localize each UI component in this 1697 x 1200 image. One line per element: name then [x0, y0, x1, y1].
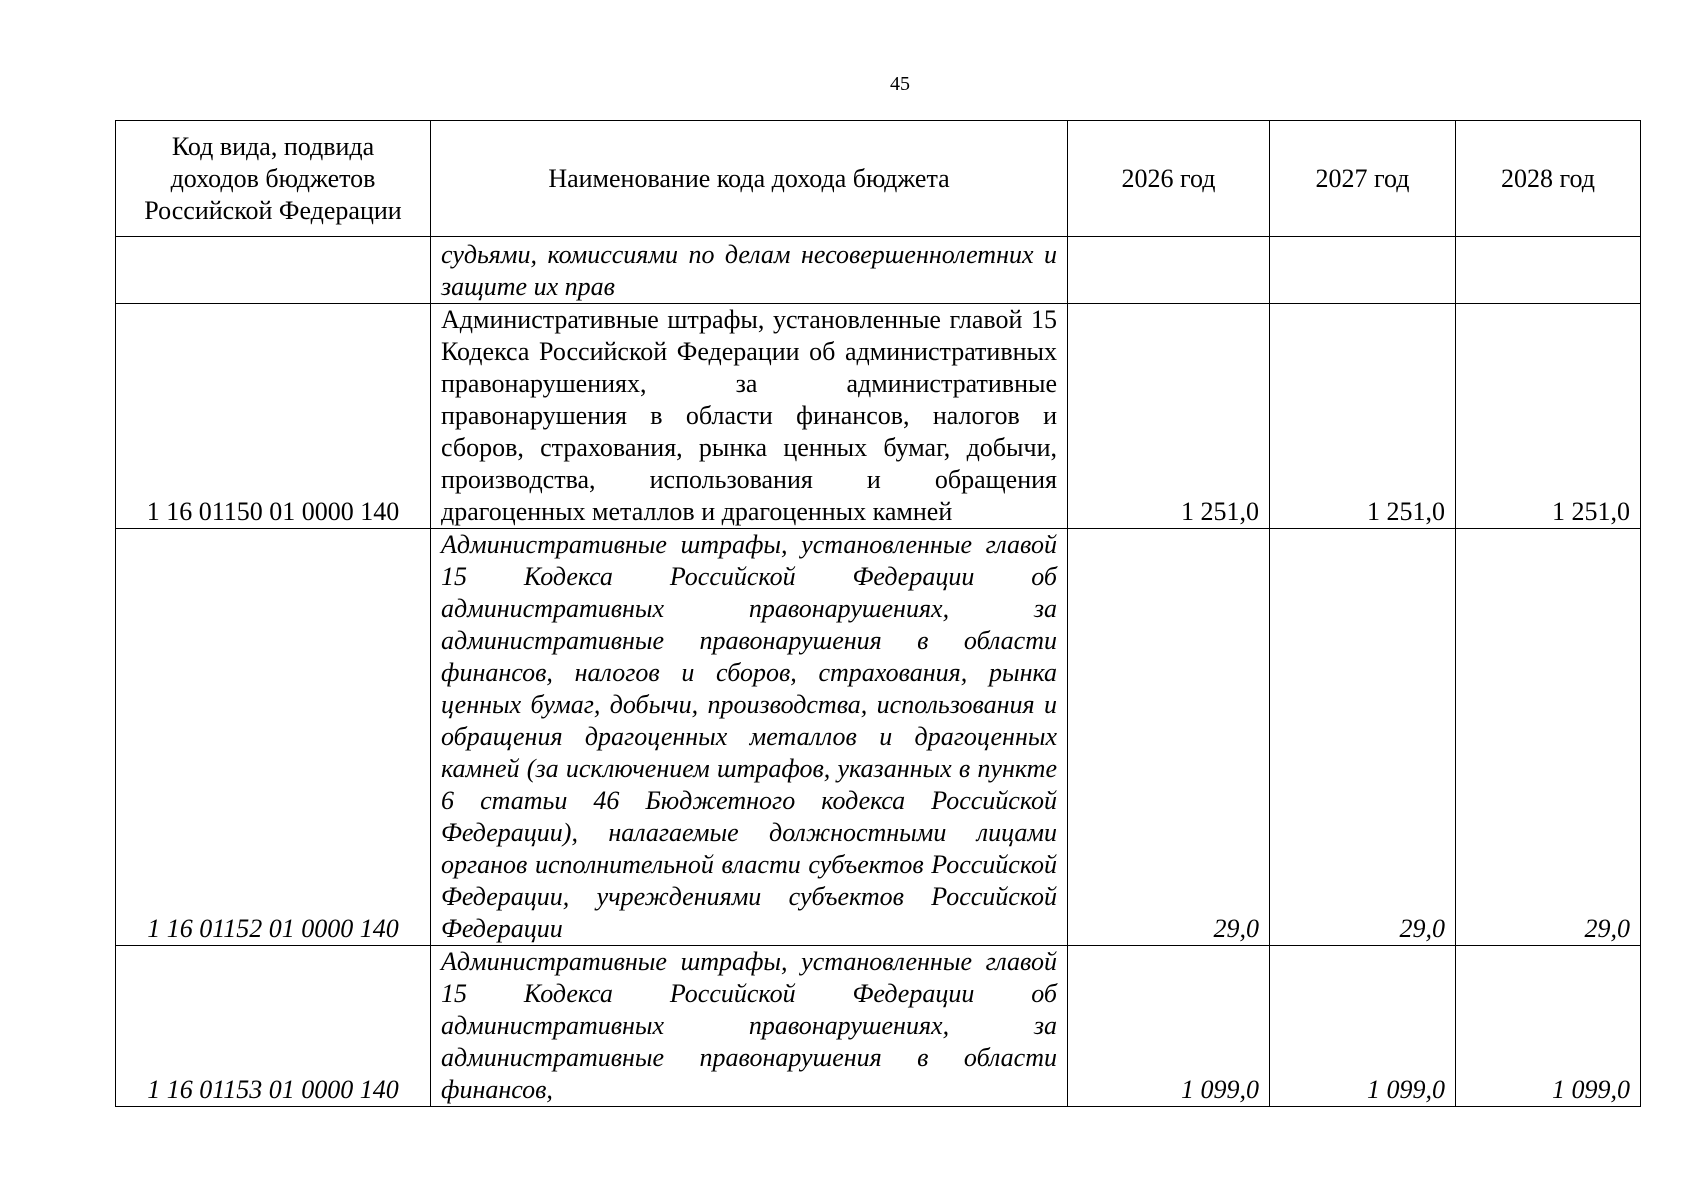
row-code: 1 16 01150 01 0000 140: [116, 304, 431, 529]
row-name: Административные штрафы, установленные главой 15 Кодекса Российской Федерации об административных правонарушениях, за административные правонарушения в области финансов, налогов и сборов, страхования, рынка ценных бумаг, добычи, производства, использования и обращения драгоценных металлов и драгоценных камней (за исключением штрафов, указанных в пункте 6 статьи 46 Бюджетного кодекса Российской Федерации), налагаемые должностными лицами органов исполнительной власти субъектов Российской Федерации, учреждениями субъектов Российской Федерации: [431, 529, 1068, 946]
row-value-2026: 1 099,0: [1068, 946, 1270, 1107]
table-header-row: [116, 121, 1641, 237]
row-value-2026: 29,0: [1068, 529, 1270, 946]
row-code: 1 16 01152 01 0000 140: [116, 529, 431, 946]
row-value-2027: [1270, 237, 1456, 304]
header-name: Наименование кода дохода бюджета: [431, 121, 1068, 237]
table-row: [116, 237, 1641, 304]
header-code: Код вида, подвида доходов бюджетов Российской Федерации: [116, 121, 431, 237]
row-value-2026: 1 251,0: [1068, 304, 1270, 529]
table-row: [116, 304, 1641, 529]
row-value-2028: 1 251,0: [1456, 304, 1641, 529]
header-2027: 2027 год: [1270, 121, 1456, 237]
row-value-2027: 1 099,0: [1270, 946, 1456, 1107]
row-code: [116, 237, 431, 304]
header-2026: 2026 год: [1068, 121, 1270, 237]
header-2028: 2028 год: [1456, 121, 1641, 237]
row-value-2026: [1068, 237, 1270, 304]
row-value-2028: [1456, 237, 1641, 304]
row-name: Административные штрафы, установленные главой 15 Кодекса Российской Федерации об административных правонарушениях, за административные правонарушения в области финансов,: [431, 946, 1068, 1107]
page-number: 45: [890, 73, 910, 95]
table-row: [116, 946, 1641, 1107]
row-name: Административные штрафы, установленные главой 15 Кодекса Российской Федерации об административных правонарушениях, за административные правонарушения в области финансов, налогов и сборов, страхования, рынка ценных бумаг, добычи, производства, использования и обращения драгоценных металлов и драгоценных камней: [431, 304, 1068, 529]
budget-revenue-table: [115, 120, 1641, 1107]
row-name: судьями, комиссиями по делам несовершеннолетних и защите их прав: [431, 237, 1068, 304]
row-value-2027: 1 251,0: [1270, 304, 1456, 529]
row-value-2028: 29,0: [1456, 529, 1641, 946]
row-value-2028: 1 099,0: [1456, 946, 1641, 1107]
table-row: [116, 529, 1641, 946]
row-code: 1 16 01153 01 0000 140: [116, 946, 431, 1107]
row-value-2027: 29,0: [1270, 529, 1456, 946]
